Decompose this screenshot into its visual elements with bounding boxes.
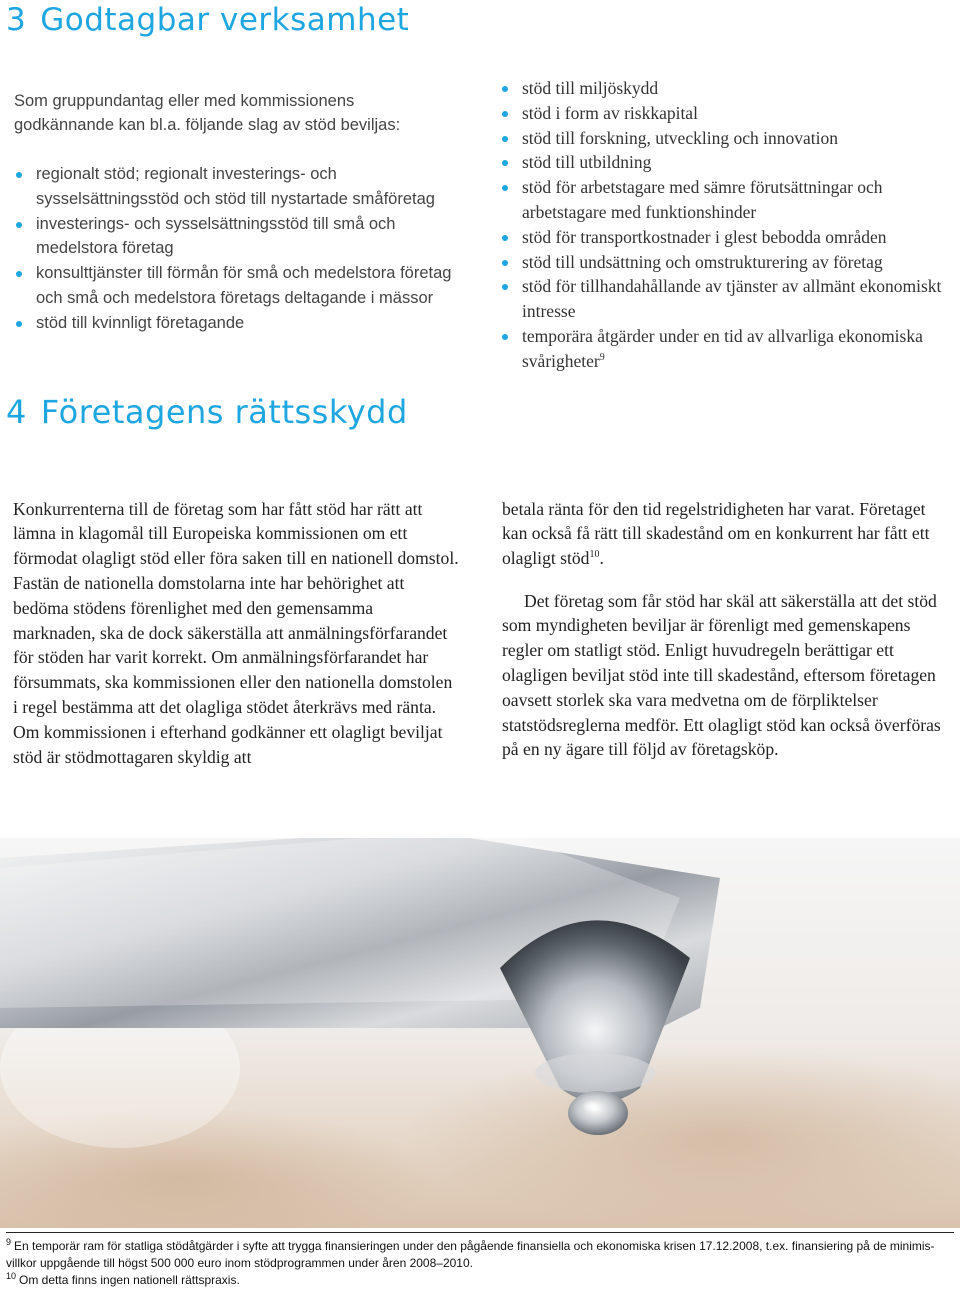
footnote-mark: 10	[6, 1271, 17, 1281]
list-item: regionalt stöd; regionalt investerings- och sysselsättningsstöd och stöd till nystartade småföretag	[14, 162, 454, 212]
section-3-number: 3	[6, 2, 27, 38]
footnote-ref-9[interactable]: 9	[599, 351, 605, 363]
section-3-right-column	[500, 76, 950, 374]
section-3-intro: Som gruppundantag eller med kommissionens godkännande kan bl.a. följande slag av stöd beviljas:	[14, 91, 401, 135]
list-item: stöd i form av riskkapital	[500, 101, 950, 126]
paragraph-text: betala ränta för den tid regelstridigheten har varat. Företaget kan också få rätt till skadestånd om en konkurrent har fått ett olagligt stöd	[502, 498, 930, 569]
list-item: stöd till forskning, utveckling och innovation	[500, 126, 950, 151]
section-4-heading	[6, 393, 408, 431]
list-item: stöd till undsättning och omstrukturering av företag	[500, 250, 950, 275]
section-4-right-column	[502, 479, 948, 780]
section-3-left-column	[14, 72, 454, 336]
pen-tip-illustration	[0, 838, 960, 1228]
section-3-right-list	[500, 76, 950, 374]
footnote-9	[6, 1238, 954, 1272]
list-item	[500, 324, 950, 374]
section-4-left-column	[13, 479, 459, 787]
list-item: stöd för transportkostnader i glest bebodda områden	[500, 225, 950, 250]
section-4-number: 4	[6, 393, 27, 431]
list-item: investerings- och sysselsättningsstöd till små och medelstora företag	[14, 212, 454, 262]
footnote-text: Om detta finns ingen nationell rättspraxis.	[19, 1273, 240, 1287]
list-item: konsulttjänster till förmån för små och medelstora företag och små och medelstora företags deltagande i mässor	[14, 261, 454, 311]
section-3-left-list	[14, 162, 454, 336]
list-item: stöd för tillhandahållande av tjänster av allmänt ekonomiskt intresse	[500, 274, 950, 324]
paragraph-end: .	[599, 548, 604, 569]
section-4-left-paragraph: Konkurrenterna till de företag som har fått stöd har rätt att lämna in klagomål till Europeiska kommissionen om ett förmodat olagligt stöd eller föra saken till en nationell domstol. Fastän de nationella domstolarna inte har behörighet att bedöma stödens förenlighet med den gemensamma marknaden, ska de dock säkerställa att anmälningsförfarandet för stöden har varit korrekt. Om anmälningsförfarandet har försummats, ska kommissionen eller den nationella domstolen i regel bestämma att det olagliga stödet återkrävs med ränta. Om kommissionen i efterhand godkänner ett olagligt beviljat stöd är stödmottagaren skyldig att	[13, 498, 459, 767]
section-3-heading	[6, 2, 409, 38]
list-item: stöd till kvinnligt företagande	[14, 311, 454, 336]
section-4-right-paragraph-2: Det företag som får stöd har skäl att säkerställa att det stöd som myndigheten beviljar är förenligt med gemenskapens regler om statligt stöd. Enligt huvudregeln berättigar ett olagligen beviljat stöd inte till skadestånd, eftersom företagen oavsett storlek ska vara medvetna om de förpliktelser statstödsreglerna medför. Ett olagligt stöd kan också överföras på en ny ägare till följd av företagsköp.	[502, 590, 941, 760]
section-4-right-paragraph-1	[502, 497, 948, 571]
footnote-mark: 9	[6, 1237, 12, 1247]
footnote-10	[6, 1272, 954, 1289]
footnote-text: En temporär ram för statliga stödåtgärder i syfte att trygga finansieringen under den pågående finansiella och ekonomiska krisen 17.12.2008, t.ex. finansiering på de minimis-villkor uppgående till högst 500 000 euro inom stödprogrammen under åren 2008–2010.	[6, 1239, 935, 1270]
footnote-divider	[6, 1232, 954, 1233]
footnote-ref-10[interactable]: 10	[589, 549, 600, 561]
list-item: stöd till utbildning	[500, 150, 950, 175]
list-item: stöd till miljöskydd	[500, 76, 950, 101]
list-item: stöd för arbetstagare med sämre förutsättningar och arbetstagare med funktionshinder	[500, 175, 950, 225]
footnotes	[6, 1238, 954, 1289]
pen-tip-photo	[0, 838, 960, 1228]
section-3-title: Godtagbar verksamhet	[40, 2, 410, 38]
list-item-text: temporära åtgärder under en tid av allvarliga ekonomiska svårigheter	[522, 325, 923, 371]
section-4-title: Företagens rättsskydd	[40, 393, 408, 431]
